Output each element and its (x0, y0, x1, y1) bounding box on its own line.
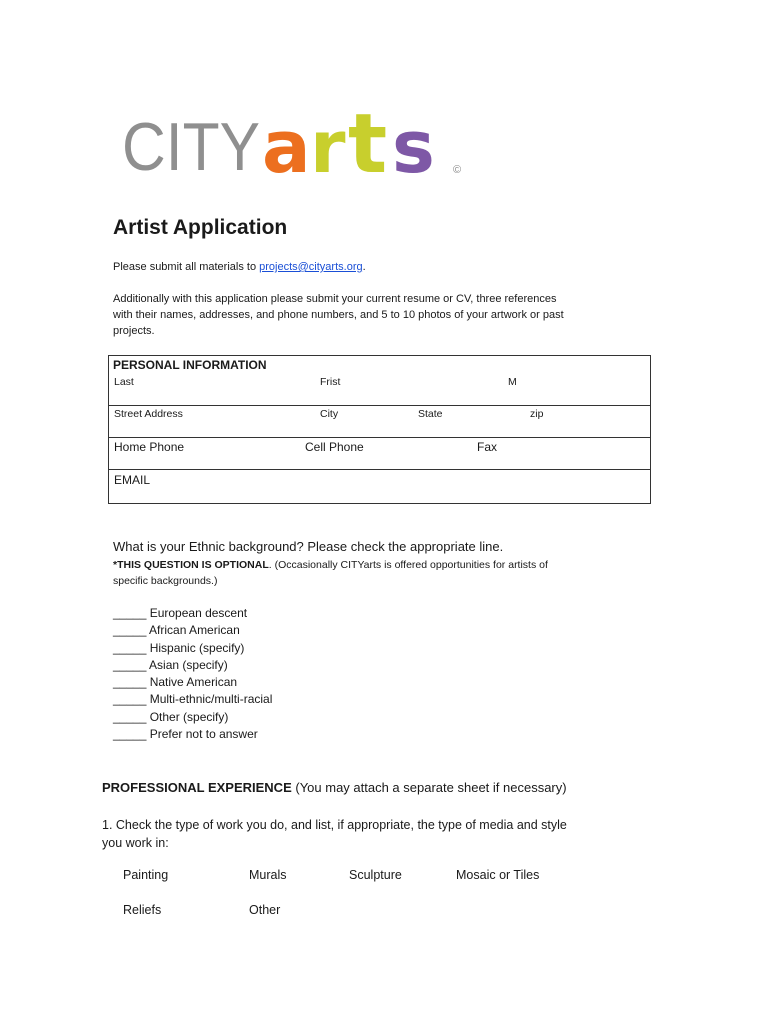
home-phone-field[interactable]: Home Phone (114, 440, 185, 454)
optional-label: *THIS QUESTION IS OPTIONAL (113, 559, 269, 571)
row-divider (109, 405, 650, 406)
professional-heading-label: PROFESSIONAL EXPERIENCE (102, 780, 292, 795)
additional-instructions: Additionally with this application please submit your current resume or CV, three references with their names, addresses, and phone numbers, and 5 to 10 photos of your artwork or past projects. (113, 293, 564, 337)
submit-instructions (113, 259, 366, 275)
ethnic-option[interactable]: _____ Multi-ethnic/multi-racial (113, 692, 273, 707)
ethnic-question: What is your Ethnic background? Please check the appropriate line. (113, 539, 504, 554)
professional-experience-heading (102, 780, 567, 795)
logo-letter-a: a (262, 105, 311, 182)
ethnic-option[interactable]: _____ Native American (113, 675, 238, 690)
first-name-field[interactable]: Frist (320, 376, 341, 388)
ethnic-option[interactable]: _____ Asian (specify) (113, 657, 228, 672)
work-type-question: 1. Check the type of work you do, and list, if appropriate, the type of media and style you work in: (102, 818, 567, 850)
copyright-mark: © (453, 164, 462, 176)
submit-email-link[interactable]: projects@cityarts.org (259, 261, 363, 273)
logo-city-text: CITY (122, 109, 260, 182)
ethnic-option[interactable]: _____ African American (113, 623, 240, 638)
last-name-field[interactable]: Last (114, 376, 134, 388)
optional-note-text: . (Occasionally CITYarts is offered opportunities for artists of specific backgrounds.) (113, 559, 548, 587)
personal-information-heading: PERSONAL INFORMATION (113, 358, 267, 372)
row-divider (109, 437, 650, 438)
personal-information-table (108, 355, 651, 504)
ethnic-option[interactable]: _____ Prefer not to answer (113, 727, 258, 742)
cityarts-logo-graphic (122, 92, 467, 182)
work-type-mosaic-tiles[interactable]: Mosaic or Tiles (456, 868, 540, 882)
ethnic-option[interactable]: _____ European descent (113, 606, 248, 620)
state-field[interactable]: State (418, 408, 443, 420)
professional-heading-note: (You may attach a separate sheet if necessary) (291, 780, 567, 795)
fax-field[interactable]: Fax (477, 440, 498, 454)
logo-letter-t: t (348, 97, 388, 182)
email-field[interactable]: EMAIL (114, 473, 151, 487)
cityarts-logo (122, 92, 467, 182)
work-type-other[interactable]: Other (249, 903, 281, 917)
work-type-painting[interactable]: Painting (123, 868, 169, 882)
row-divider (109, 469, 650, 470)
zip-field[interactable]: zip (530, 408, 544, 420)
logo-letter-r: r (310, 105, 346, 182)
ethnic-option[interactable]: _____ Other (specify) (113, 709, 229, 724)
work-type-reliefs[interactable]: Reliefs (123, 903, 162, 917)
ethnic-optional-note (113, 557, 583, 589)
logo-letter-s: s (392, 105, 435, 182)
ethnic-options-list (113, 605, 272, 743)
street-address-field[interactable]: Street Address (114, 408, 183, 420)
city-field[interactable]: City (320, 408, 339, 420)
submit-suffix: . (362, 261, 366, 273)
work-type-murals[interactable]: Murals (249, 868, 287, 882)
middle-initial-field[interactable]: M (508, 376, 517, 388)
cell-phone-field[interactable]: Cell Phone (305, 440, 364, 454)
page-title: Artist Application (113, 216, 288, 239)
ethnic-option[interactable]: _____ Hispanic (specify) (113, 640, 245, 655)
submit-prefix: Please submit all materials to (113, 261, 260, 273)
work-type-sculpture[interactable]: Sculpture (349, 868, 402, 882)
